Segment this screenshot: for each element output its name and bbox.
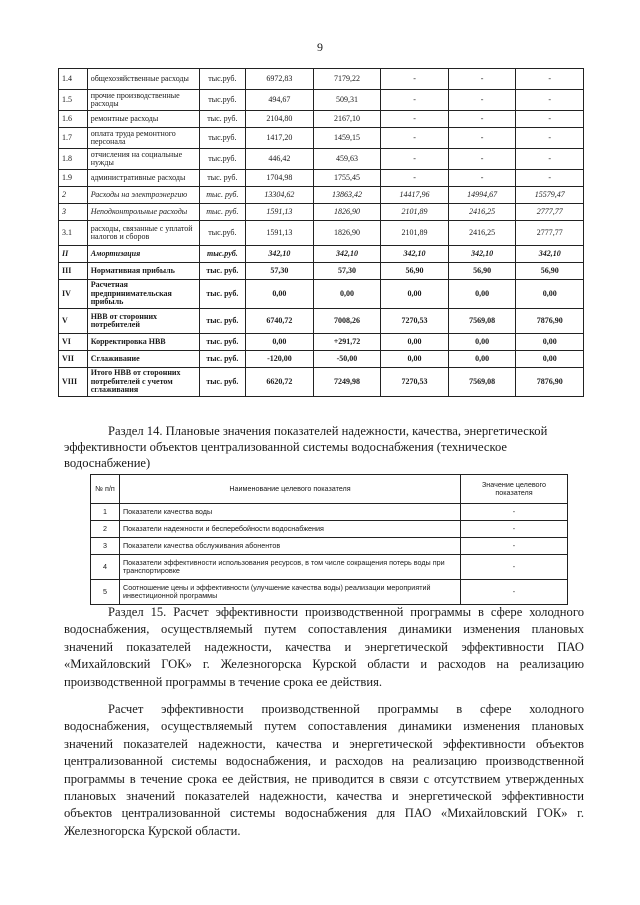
row-value: 0,00 (448, 280, 516, 309)
row-value: - (448, 111, 516, 128)
row-value: - (381, 69, 449, 90)
row-value: - (448, 128, 516, 149)
table-row (59, 246, 584, 263)
row-value: - (516, 69, 584, 90)
row-unit: тыс. руб. (199, 280, 246, 309)
row-number: II (59, 246, 88, 263)
indicator-value: - (461, 555, 568, 580)
row-value: 0,00 (381, 334, 449, 351)
row-value: 0,00 (313, 280, 381, 309)
row-value: 7008,26 (313, 309, 381, 334)
indicator-number: 3 (91, 538, 120, 555)
row-name: ремонтные расходы (87, 111, 199, 128)
indicator-value: - (461, 580, 568, 605)
row-unit: тыс. руб. (199, 111, 246, 128)
row-value: 0,00 (516, 280, 584, 309)
row-value: 13863,42 (313, 187, 381, 204)
row-value: - (516, 90, 584, 111)
table-row (59, 368, 584, 397)
row-value: 342,10 (448, 246, 516, 263)
indicator-name: Показатели эффективности использования ресурсов, в том числе сокращения потерь воды при транспортировке (120, 555, 461, 580)
row-value: 2777,77 (516, 221, 584, 246)
table-row (59, 334, 584, 351)
indicator-name: Показатели качества обслуживания абонентов (120, 538, 461, 555)
row-number: 3 (59, 204, 88, 221)
table-row (59, 90, 584, 111)
row-number: VIII (59, 368, 88, 397)
row-unit: тыс. руб. (199, 170, 246, 187)
row-number: 2 (59, 187, 88, 204)
row-value: 2101,89 (381, 204, 449, 221)
row-unit: тыс. руб. (199, 187, 246, 204)
indicator-name: Показатели качества воды (120, 504, 461, 521)
row-number: VII (59, 351, 88, 368)
row-value: 459,63 (313, 149, 381, 170)
row-number: V (59, 309, 88, 334)
table-row (59, 204, 584, 221)
indicator-name: Соотношение цены и эффективности (улучшение качества воды) реализации мероприятий инвестиционной программы (120, 580, 461, 605)
row-unit: тыс. руб. (199, 334, 246, 351)
row-value: 13304,62 (246, 187, 314, 204)
indicator-number: 1 (91, 504, 120, 521)
row-value: 2101,89 (381, 221, 449, 246)
table-row (91, 580, 568, 605)
row-number: 1.7 (59, 128, 88, 149)
row-value: 15579,47 (516, 187, 584, 204)
row-value: 56,90 (381, 263, 449, 280)
row-number: IV (59, 280, 88, 309)
row-value: 7876,90 (516, 309, 584, 334)
row-value: - (381, 128, 449, 149)
section-14-line: водоснабжение) (64, 456, 151, 470)
row-value: 2104,80 (246, 111, 314, 128)
row-value: 7270,53 (381, 309, 449, 334)
row-name: оплата труда ремонтного персонала (87, 128, 199, 149)
row-value: 7249,98 (313, 368, 381, 397)
table-row (59, 187, 584, 204)
row-value: 0,00 (246, 334, 314, 351)
row-value: 56,90 (516, 263, 584, 280)
row-unit: тыс. руб. (199, 351, 246, 368)
row-value: 14417,96 (381, 187, 449, 204)
table-row (59, 111, 584, 128)
row-unit: тыс. руб. (199, 368, 246, 397)
row-unit: тыс.руб. (199, 149, 246, 170)
table-row (59, 170, 584, 187)
table-row (59, 128, 584, 149)
indicator-value: - (461, 538, 568, 555)
row-number: 1.4 (59, 69, 88, 90)
row-value: 7179,22 (313, 69, 381, 90)
row-value: - (448, 149, 516, 170)
row-name: общехозяйственные расходы (87, 69, 199, 90)
row-name: отчисления на социальные нужды (87, 149, 199, 170)
row-value: 0,00 (381, 351, 449, 368)
row-number: VI (59, 334, 88, 351)
row-value: - (448, 90, 516, 111)
row-value: 0,00 (448, 351, 516, 368)
section-14-heading (64, 423, 584, 471)
row-unit: тыс.руб. (199, 90, 246, 111)
row-name: Нормативная прибыль (87, 263, 199, 280)
row-number: 1.9 (59, 170, 88, 187)
table-row (59, 309, 584, 334)
row-value: - (516, 128, 584, 149)
table-row (91, 555, 568, 580)
row-name: Расходы на электроэнергию (87, 187, 199, 204)
row-value: - (448, 170, 516, 187)
row-value: 1417,20 (246, 128, 314, 149)
indicator-number: 5 (91, 580, 120, 605)
table-row (91, 504, 568, 521)
row-value: 1826,90 (313, 221, 381, 246)
row-value: - (381, 111, 449, 128)
row-value: 342,10 (313, 246, 381, 263)
table-row (59, 69, 584, 90)
row-value: 6740,72 (246, 309, 314, 334)
table-row (59, 221, 584, 246)
row-value: 342,10 (246, 246, 314, 263)
row-value: - (381, 90, 449, 111)
header-name: Наименование целевого показателя (120, 475, 461, 504)
row-value: 0,00 (516, 351, 584, 368)
row-unit: тыс.руб. (199, 128, 246, 149)
conclusion-text (64, 701, 584, 840)
row-name: Амортизация (87, 246, 199, 263)
row-value: 1826,90 (313, 204, 381, 221)
row-name: прочие производственные расходы (87, 90, 199, 111)
table-row (59, 351, 584, 368)
row-value: 446,42 (246, 149, 314, 170)
page-number: 9 (317, 40, 323, 54)
row-value: - (381, 149, 449, 170)
row-number: 1.5 (59, 90, 88, 111)
row-number: III (59, 263, 88, 280)
row-value: 1459,15 (313, 128, 381, 149)
row-name: Сглаживание (87, 351, 199, 368)
indicators-table (90, 474, 568, 605)
row-value: 56,90 (448, 263, 516, 280)
row-value: - (381, 170, 449, 187)
row-value: 7270,53 (381, 368, 449, 397)
row-value: 1591,13 (246, 221, 314, 246)
row-value: 494,67 (246, 90, 314, 111)
row-value: -120,00 (246, 351, 314, 368)
row-unit: тыс. руб. (199, 204, 246, 221)
row-number: 1.8 (59, 149, 88, 170)
table-row (91, 538, 568, 555)
row-value: 1755,45 (313, 170, 381, 187)
row-value: 7876,90 (516, 368, 584, 397)
row-value: 57,30 (246, 263, 314, 280)
row-value: 2416,25 (448, 204, 516, 221)
conclusion-paragraph: Расчет эффективности производственной программы в сфере холодного водоснабжения, осуществляемый путем сопоставления динамики изменения плановых значений показателей надежности, качества и энергетической эффективности объектов централизованной системы водоснабжения, и расходов на реализацию производственной программы в течение срока ее действия, не приводится в связи с отсутствием утвержденных плановых значений показателей надежности, качества и энергетической эффективности объектов централизованной системы водоснабжения для ПАО «Михайловский ГОК» г. Железногорска Курской области. (64, 702, 584, 838)
row-unit: тыс. руб. (199, 263, 246, 280)
row-value: 1591,13 (246, 204, 314, 221)
indicator-value: - (461, 521, 568, 538)
row-value: - (516, 111, 584, 128)
row-value: - (516, 149, 584, 170)
section-15-paragraph: Раздел 15. Расчет эффективности производственной программы в сфере холодного водоснабжения, осуществляемый путем сопоставления динамики изменения плановых значений показателей надежности, качества и энергетической эффективности ПАО «Михайловский ГОК» г. Железногорска Курской области и расходов на реализацию производственной программы в течение срока ее действия. (64, 605, 584, 689)
row-number: 3.1 (59, 221, 88, 246)
row-value: -50,00 (313, 351, 381, 368)
table-row (59, 280, 584, 309)
section-15-text (64, 604, 584, 691)
row-value: 14994,67 (448, 187, 516, 204)
row-value: 57,30 (313, 263, 381, 280)
row-value: 6972,83 (246, 69, 314, 90)
row-value: 2777,77 (516, 204, 584, 221)
row-value: 2167,10 (313, 111, 381, 128)
row-value: - (516, 170, 584, 187)
row-value: 7569,08 (448, 368, 516, 397)
row-name: административные расходы (87, 170, 199, 187)
row-value: 0,00 (381, 280, 449, 309)
section-14-line: эффективности объектов централизованной системы водоснабжения (техническое (64, 440, 508, 454)
indicator-number: 4 (91, 555, 120, 580)
row-value: 0,00 (246, 280, 314, 309)
indicator-name: Показатели надежности и бесперебойности водоснабжения (120, 521, 461, 538)
row-value: 342,10 (516, 246, 584, 263)
row-value: 0,00 (448, 334, 516, 351)
row-name: НВВ от сторонних потребителей (87, 309, 199, 334)
row-value: 2416,25 (448, 221, 516, 246)
row-value: 0,00 (516, 334, 584, 351)
row-unit: тыс.руб. (199, 246, 246, 263)
table-row (59, 263, 584, 280)
section-14-line: Раздел 14. Плановые значения показателей надежности, качества, энергетической (108, 424, 548, 438)
row-name: Корректировка НВВ (87, 334, 199, 351)
indicator-number: 2 (91, 521, 120, 538)
finance-table (58, 68, 584, 397)
row-value: 6620,72 (246, 368, 314, 397)
row-unit: тыс.руб. (199, 69, 246, 90)
table-row (59, 149, 584, 170)
row-value: 1704,98 (246, 170, 314, 187)
row-unit: тыс.руб. (199, 221, 246, 246)
row-value: 342,10 (381, 246, 449, 263)
row-name: Расчетная предпринимательская прибыль (87, 280, 199, 309)
indicator-value: - (461, 504, 568, 521)
header-value: Значение целевого показателя (461, 475, 568, 504)
row-value: 7569,08 (448, 309, 516, 334)
row-name: Неподконтрольные расходы (87, 204, 199, 221)
table-row (91, 521, 568, 538)
row-name: Итого НВВ от сторонних потребителей с учетом сглаживания (87, 368, 199, 397)
row-value: - (448, 69, 516, 90)
row-value: +291,72 (313, 334, 381, 351)
row-number: 1.6 (59, 111, 88, 128)
row-value: 509,31 (313, 90, 381, 111)
row-name: расходы, связанные с уплатой налогов и сборов (87, 221, 199, 246)
row-unit: тыс. руб. (199, 309, 246, 334)
header-num: № п/п (91, 475, 120, 504)
